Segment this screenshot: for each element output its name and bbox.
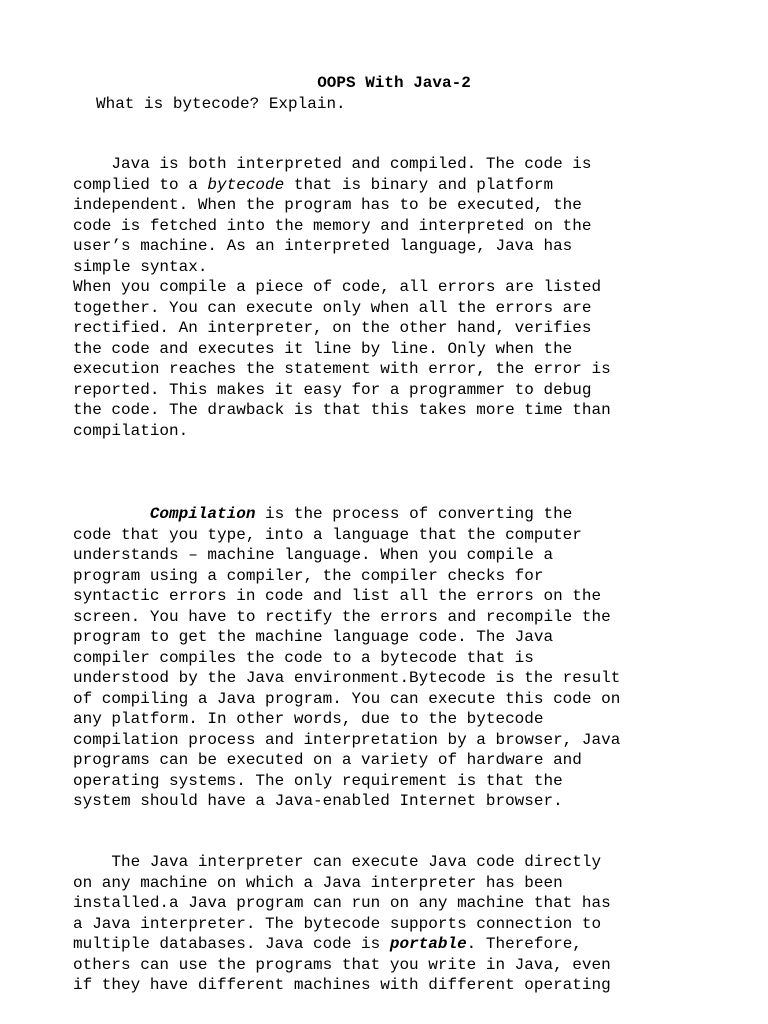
text-line: any platform. In other words, due to the bytecode: [73, 710, 544, 728]
text-line: compilation.: [73, 421, 189, 440]
text-line: program using a compiler, the compiler checks for: [73, 566, 544, 585]
text-line: code that you type, into a language that the computer: [73, 525, 582, 544]
text-line: independent. When the program has to be executed, the: [73, 196, 582, 214]
text-run: complied to a: [73, 175, 208, 194]
indent: [73, 505, 150, 523]
text-run: . Therefore,: [466, 935, 582, 953]
text-line: a Java interpreter. The bytecode supports connection to: [73, 914, 602, 933]
text-line: Java is both interpreted and compiled. The code is: [73, 155, 592, 173]
text-line: understood by the Java environment.Bytecode is the result: [73, 669, 621, 687]
text-line: execution reaches the statement with error, the error is: [73, 360, 611, 378]
term-compilation: Compilation: [149, 505, 256, 523]
paragraph-java-interpreter: [73, 852, 713, 996]
text-line: program to get the machine language code. The Java: [73, 628, 554, 646]
text-line: system should have a Java-enabled Internet browser.: [73, 792, 563, 810]
text-line: code is fetched into the memory and interpreted on the: [73, 216, 592, 235]
text-line: programs can be executed on a variety of hardware and: [73, 751, 582, 769]
text-line: if they have different machines with different operating: [73, 976, 611, 994]
text-line: compiler compiles the code to a bytecode that is: [73, 648, 534, 667]
text-line: on any machine on which a Java interpreter has been: [73, 873, 563, 892]
text-line: reported. This makes it easy for a programmer to debug: [73, 380, 592, 399]
text-line: the code. The drawback is that this takes more time than: [73, 401, 611, 419]
paragraph-compile-errors: [73, 277, 713, 441]
text-line: When you compile a piece of code, all errors are listed: [73, 278, 602, 296]
paragraph-java-interpreted-compiled: [73, 154, 713, 277]
text-line: understands – machine language. When you compile a: [73, 546, 554, 564]
text-line: the code and executes it line by line. Only when the: [73, 339, 573, 358]
text-line: of compiling a Java program. You can execute this code on: [73, 689, 621, 708]
text-line: user’s machine. As an interpreted language, Java has: [73, 237, 573, 255]
text-line: screen. You have to rectify the errors and recompile the: [73, 607, 611, 626]
text-line: simple syntax.: [73, 257, 208, 276]
text-line: rectified. An interpreter, on the other hand, verifies: [73, 319, 592, 337]
question-heading: What is bytecode? Explain.: [96, 95, 346, 113]
text-line: operating systems. The only requirement is that the: [73, 771, 563, 790]
text-line: compilation process and interpretation by a browser, Java: [73, 730, 621, 749]
text-run: is the process of converting the: [255, 505, 573, 523]
text-line: The Java interpreter can execute Java code directly: [73, 853, 602, 871]
text-line: [73, 934, 713, 955]
text-run: that is binary and platform: [284, 175, 554, 194]
term-portable: portable: [389, 935, 467, 953]
text-line: [73, 504, 713, 525]
document-title: OOPS With Java-2: [317, 74, 471, 92]
paragraph-compilation: [73, 504, 713, 812]
text-run: multiple databases. Java code is: [73, 935, 390, 953]
text-line: [73, 175, 713, 196]
text-line: together. You can execute only when all the errors are: [73, 298, 592, 317]
emphasis-bytecode: bytecode: [207, 175, 285, 194]
text-line: installed.a Java program can run on any machine that has: [73, 894, 611, 912]
text-line: syntactic errors in code and list all the errors on the: [73, 587, 602, 605]
text-line: others can use the programs that you write in Java, even: [73, 955, 611, 974]
